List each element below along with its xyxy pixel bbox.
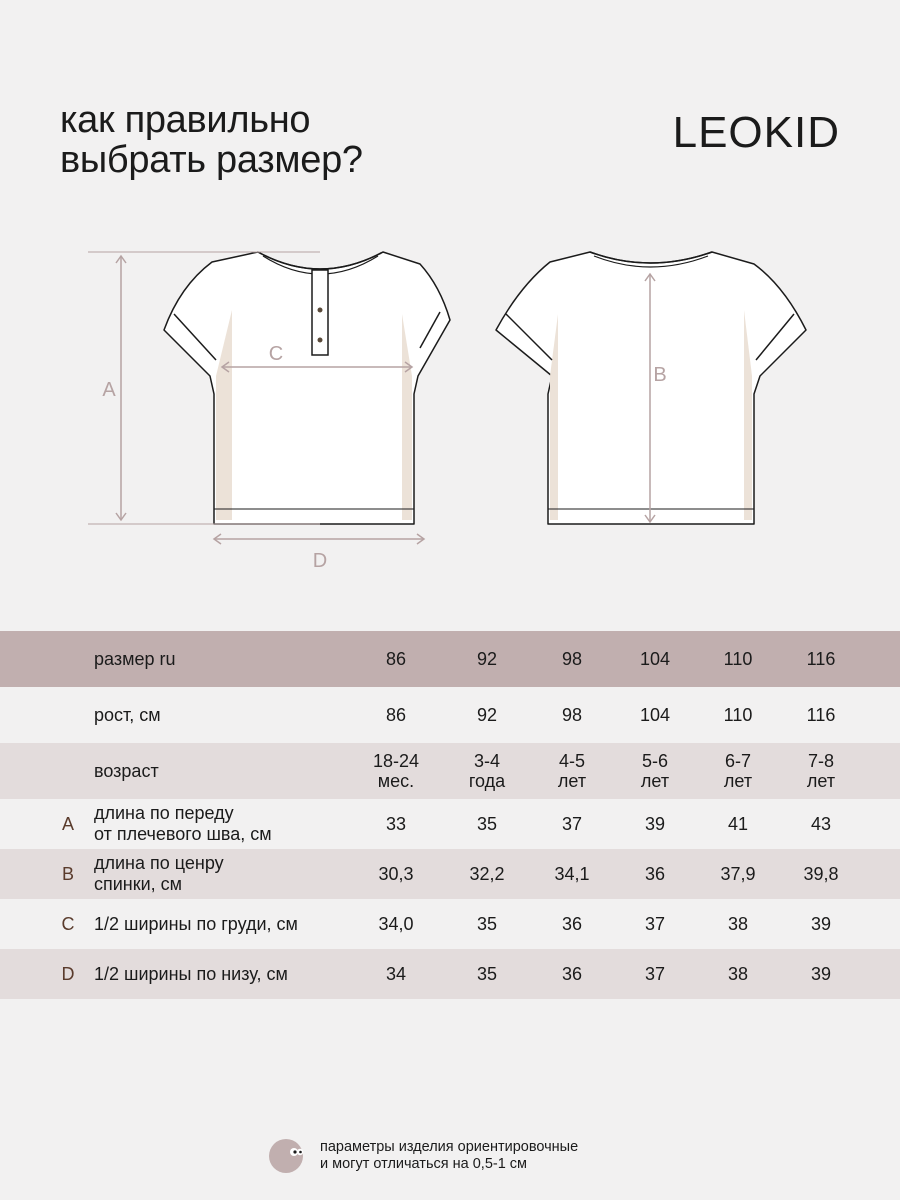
table-cell: 110 [723, 705, 753, 725]
table-cell: 18-24 мес. [372, 751, 420, 791]
table-cell: 41 [727, 814, 749, 834]
table-row-height [0, 687, 900, 743]
table-cell: 37,9 [720, 864, 756, 884]
table-row-size [0, 631, 900, 687]
table-cell: 36 [644, 864, 666, 884]
table-cell: 39,8 [803, 864, 839, 884]
table-row-age [0, 743, 900, 799]
table-row-d [0, 949, 900, 999]
table-cell: 36 [561, 964, 583, 984]
table-cell: 34 [385, 964, 407, 984]
table-cell: 38 [727, 964, 749, 984]
table-cell: 110 [723, 649, 753, 669]
footer-text: параметры изделия ориентировочные и могут отличаться на 0,5-1 см [320, 1139, 579, 1172]
table-cell: 37 [644, 964, 666, 984]
measure-label-a: A [102, 379, 116, 401]
table-row-a [0, 799, 900, 849]
table-cell: 116 [806, 649, 836, 669]
table-cell: 30,3 [378, 864, 414, 884]
page-title [60, 100, 363, 180]
measure-label-c: C [268, 343, 284, 365]
table-cell: 6-7 лет [723, 751, 753, 791]
table-cell: 32,2 [469, 864, 505, 884]
table-cell: 39 [644, 814, 666, 834]
table-cell: 7-8 лет [806, 751, 836, 791]
table-cell: 104 [639, 649, 671, 669]
row-label: 1/2 ширины по груди, см [94, 913, 298, 934]
table-cell: 37 [561, 814, 583, 834]
row-label: рост, см [94, 704, 161, 725]
back-tshirt-drawing [496, 252, 806, 524]
row-letter: B [61, 863, 74, 884]
footer-note [268, 1138, 578, 1174]
table-cell: 92 [476, 705, 498, 725]
mascot-icon [268, 1138, 304, 1174]
row-letter: D [61, 963, 75, 984]
title-line-2: выбрать размер? [60, 139, 363, 181]
measure-label-b: B [653, 364, 667, 386]
row-letter: C [61, 913, 75, 934]
front-button-top [318, 308, 323, 313]
table-cell: 36 [561, 914, 583, 934]
table-cell: 35 [476, 964, 498, 984]
table-cell: 43 [810, 814, 832, 834]
table-cell: 4-5 лет [557, 751, 587, 791]
size-table [0, 631, 900, 999]
row-letter: A [61, 813, 74, 834]
table-cell: 86 [385, 705, 407, 725]
table-cell: 104 [639, 705, 671, 725]
row-label: длина по ценру спинки, см [94, 853, 224, 894]
title-line-1: как правильно [60, 99, 311, 141]
table-cell: 37 [644, 914, 666, 934]
table-cell: 34,0 [378, 914, 414, 934]
table-cell: 98 [561, 649, 583, 669]
table-cell: 116 [806, 705, 836, 725]
row-label: возраст [94, 760, 159, 781]
table-cell: 98 [561, 705, 583, 725]
table-cell: 92 [476, 649, 498, 669]
measure-label-d: D [312, 550, 328, 572]
table-row-c [0, 899, 900, 949]
table-cell: 33 [385, 814, 407, 834]
row-label: длина по переду от плечевого шва, см [94, 803, 272, 844]
size-diagram [0, 230, 900, 590]
table-cell: 86 [385, 649, 407, 669]
table-cell: 38 [727, 914, 749, 934]
table-row-b [0, 849, 900, 899]
table-cell: 39 [810, 914, 832, 934]
front-button-bottom [318, 338, 323, 343]
row-label: размер ru [94, 648, 176, 669]
table-cell: 39 [810, 964, 832, 984]
table-cell: 35 [476, 814, 498, 834]
table-cell: 34,1 [554, 864, 590, 884]
brand-logo: LEOKID [672, 108, 840, 157]
table-cell: 3-4 года [468, 751, 506, 791]
table-cell: 5-6 лет [640, 751, 670, 791]
table-cell: 35 [476, 914, 498, 934]
row-label: 1/2 ширины по низу, см [94, 963, 288, 984]
